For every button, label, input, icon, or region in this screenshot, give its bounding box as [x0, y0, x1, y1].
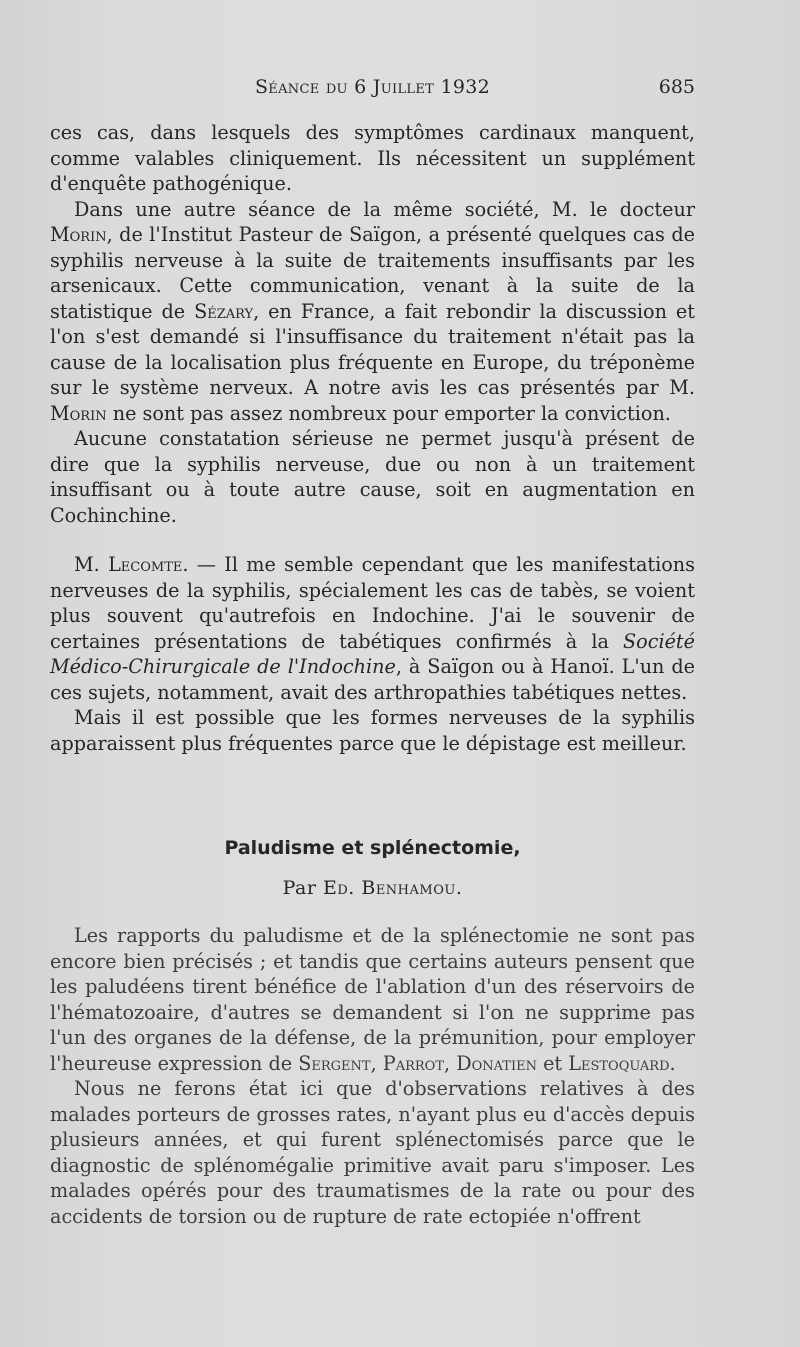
- paragraph-7: Nous ne ferons état ici que d'observations relatives à des malades porteurs de grosses rates, n'ayant plus eu d'accès depuis plusieurs années, et qui furent splénectomisés parce que le diagnostic de splénomégalie primitive avait paru s'imposer. Les malades opérés pour des traumatismes de la rate ou pour des accidents de torsion ou de rupture de rate ectopiée n'offrent: [50, 1077, 695, 1228]
- text-run: ,: [370, 1051, 383, 1075]
- text-run: .: [669, 1051, 676, 1075]
- page-body: [50, 120, 695, 1229]
- text-run: , en France, a fait rebondir la discussion et l'on s'est demandé si l'insuffisance du traitement n'était pas la cause de la localisation plus fréquente en Europe, du tréponème sur le système nerveux. A notre avis les cas présentés par M.: [50, 299, 695, 399]
- text-run: , à Saïgon ou à Hanoï. L'un de ces sujets, notamment, avait des arthropathies tabétiques nettes.: [50, 655, 695, 704]
- author-name-morin: Morin: [50, 223, 107, 246]
- paragraph-1: ces cas, dans lesquels des symptômes cardinaux manquent, comme valables cliniquement. Ils nécessitent un supplément d'enquête pathogénique.: [50, 121, 695, 195]
- text-run: Par: [282, 876, 323, 899]
- text-run: . — Il me semble cependant que les manifestations nerveuses de la syphilis, spécialement les cas de tabès, se voient plus souvent qu'autrefois en Indochine. J'ai le souvenir de certaines présentations de tabétiques confirmés à la: [50, 553, 695, 653]
- text-run: ,: [444, 1051, 457, 1075]
- author-name-parrot: Parrot: [382, 1051, 444, 1075]
- text-run: .: [455, 876, 463, 899]
- author-name-lestoquard: Lestoquard: [568, 1051, 670, 1075]
- author-name-sezary: Sézary: [194, 299, 254, 323]
- paragraph-6: [50, 923, 695, 1076]
- page-number: 685: [658, 76, 695, 98]
- paragraph-5: Mais il est possible que les formes nerveuses de la syphilis apparaissent plus fréquentes parce que le dépistage est meilleur.: [50, 706, 695, 755]
- text-run: et: [536, 1051, 569, 1075]
- page-header: [50, 76, 695, 104]
- article-byline: [50, 876, 695, 902]
- author-name-sergent: Sergent: [298, 1051, 371, 1075]
- speaker-name-lecomte: Lecomte: [108, 553, 183, 576]
- text-run: Les rapports du paludisme et de la splénectomie ne sont pas encore bien précisés ; et tandis que certains auteurs pensent que les paludéens tirent bénéfice de l'ablation d'un des réservoirs de l'hématozoaire, d'autres se demandent si l'on ne supprime pas l'un des organes de la défense, de la prémunition, pour employer l'heureuse expression de: [50, 924, 695, 1075]
- text-run: ne sont pas assez nombreux pour emporter la conviction.: [106, 401, 671, 425]
- paragraph-2: [50, 197, 695, 427]
- author-name-morin-2: Morin: [50, 401, 107, 425]
- paragraph-3: Aucune constatation sérieuse ne permet jusqu'à présent de dire que la syphilis nerveuse, due ou non à un traitement insuffisant ou à toute autre cause, soit en augmentation en Cochinchine.: [50, 427, 695, 527]
- paragraph-gap: [50, 528, 695, 552]
- text-run: M.: [74, 553, 109, 576]
- author-name-benhamou: Ed. Benhamou: [322, 876, 456, 899]
- journal-title: Société Médico-Chirurgicale de l'Indochine: [50, 629, 695, 678]
- running-title: Séance du 6 Juillet 1932: [254, 76, 491, 98]
- author-name-donatien: Donatien: [456, 1051, 537, 1075]
- text-run: , de l'Institut Pasteur de Saïgon, a présenté quelques cas de syphilis nerveuse à la suite de traitements insuffisants par les arsenicaux. Cette communication, venant à la suite de la statistique de: [50, 223, 695, 323]
- article-title: Paludisme et splénectomie,: [224, 837, 521, 859]
- text-run: Dans une autre séance de la même société, M. le docteur: [74, 197, 695, 221]
- paragraph-4: [50, 552, 695, 705]
